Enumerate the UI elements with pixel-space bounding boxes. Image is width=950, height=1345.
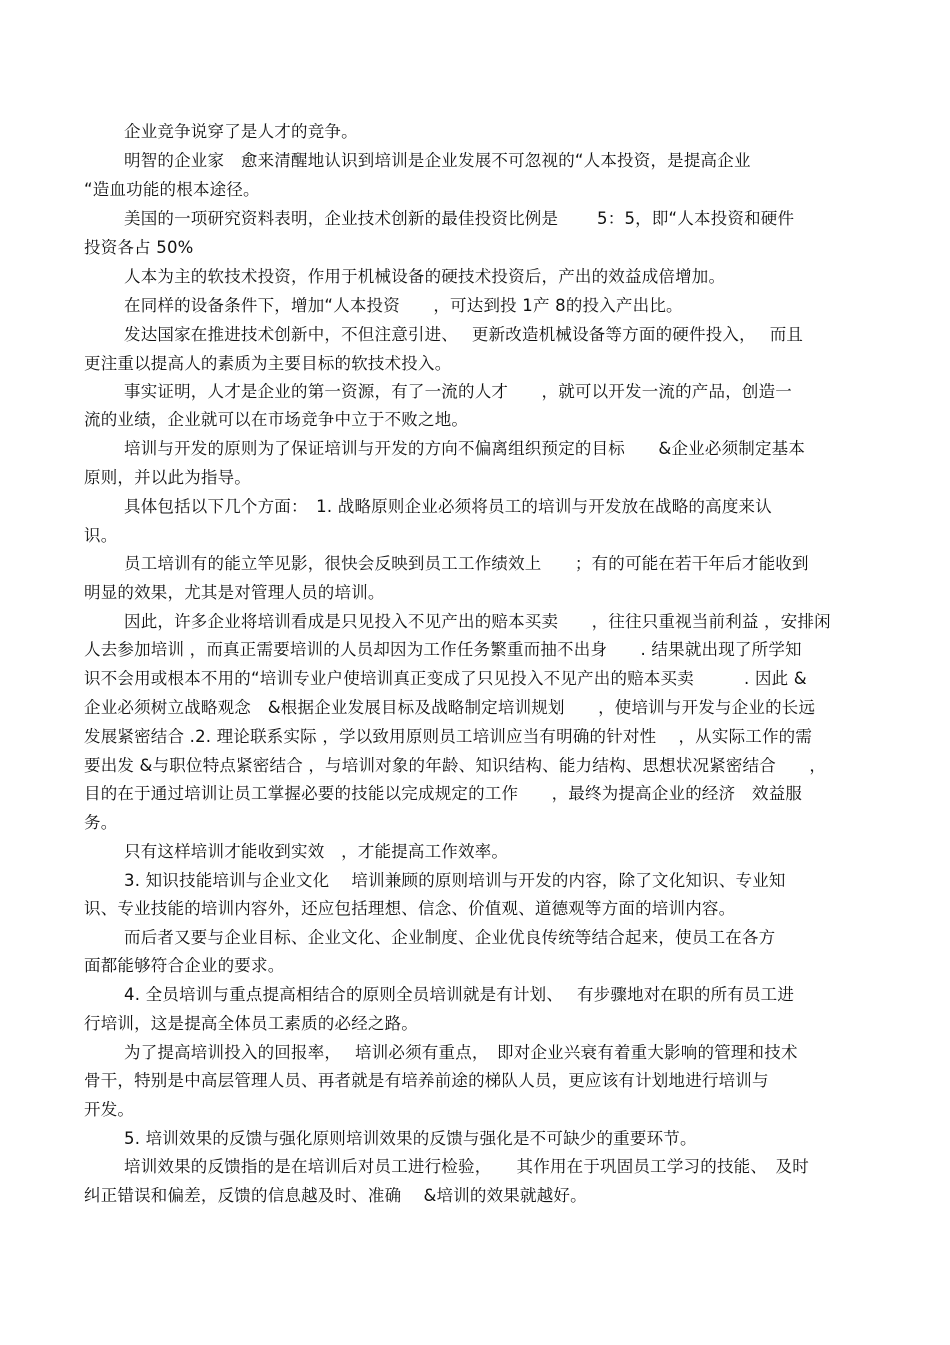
text-line: 人本为主的软技术投资，作用于机械设备的硬技术投资后，产出的效益成倍增加。	[124, 267, 726, 286]
text-line: 投资各占 50%	[84, 238, 194, 257]
text-line: 培训效果的反馈指的是在培训后对员工进行检验， 其作用在于巩固员工学习的技能、 及时	[124, 1157, 809, 1176]
text-line: 更注重以提高人的素质为主要目标的软技术投入。	[84, 354, 452, 373]
text-line: 因此，许多企业将培训看成是只见投入不见产出的赔本买卖 ，往往只重视当前利益 ，安排闲	[124, 612, 831, 631]
text-line: 骨干，特别是中高层管理人员、再者就是有培养前途的梯队人员，更应该有计划地进行培训与	[84, 1071, 769, 1090]
text-line: 流的业绩，企业就可以在市场竞争中立于不败之地。	[84, 410, 469, 429]
text-line: 企业竞争说穿了是人才的竞争。	[124, 122, 358, 141]
text-line: 务。	[84, 813, 118, 832]
text-line: 面都能够符合企业的要求。	[84, 956, 285, 975]
text-line: 行培训，这是提高全体员工素质的必经之路。	[84, 1014, 418, 1033]
text-line: 员工培训有的能立竿见影，很快会反映到员工工作绩效上 ；有的可能在若干年后才能收到	[124, 554, 809, 573]
text-line: 要出发 &与职位特点紧密结合 ，与培训对象的年龄、知识结构、能力结构、思想状况紧密结合 ，	[84, 756, 827, 775]
text-line: 培训与开发的原则为了保证培训与开发的方向不偏离组织预定的目标 &企业必须制定基本	[124, 439, 806, 458]
text-line: 人去参加培训 ，而真正需要培训的人员却因为工作任务繁重而抽不出身 . 结果就出现了所学知	[84, 640, 802, 659]
text-line: 明显的效果，尤其是对管理人员的培训。	[84, 583, 385, 602]
text-line: 发展紧密结合 .2. 理论联系实际 ，学以致用原则员工培训应当有明确的针对性 ，从实际工作的需	[84, 727, 813, 746]
text-line: 只有这样培训才能收到实效 ，才能提高工作效率。	[124, 842, 509, 861]
text-line: 而后者又要与企业目标、企业文化、企业制度、企业优良传统等结合起来，使员工在各方	[124, 928, 776, 947]
text-line: 3. 知识技能培训与企业文化 培训兼顾的原则培训与开发的内容，除了文化知识、专业知	[124, 871, 786, 890]
text-line: 发达国家在推进技术创新中，不但注意引进、 更新改造机械设备等方面的硬件投入， 而且	[124, 325, 804, 344]
text-line: 美国的一项研究资料表明，企业技术创新的最佳投资比例是 5：5，即“人本投资和硬件	[124, 209, 795, 228]
text-line: 具体包括以下几个方面： 1. 战略原则企业必须将员工的培训与开发放在战略的高度来认	[124, 497, 772, 516]
text-line: 事实证明，人才是企业的第一资源，有了一流的人才 ，就可以开发一流的产品，创造一	[124, 382, 792, 401]
text-line: 明智的企业家 愈来清醒地认识到培训是企业发展不可忽视的“人本投资，是提高企业	[124, 151, 751, 170]
text-line: 为了提高培训投入的回报率， 培训必须有重点， 即对企业兴衰有着重大影响的管理和技术	[124, 1043, 798, 1062]
text-line: 原则，并以此为指导。	[84, 468, 251, 487]
text-line: 4. 全员培训与重点提高相结合的原则全员培训就是有计划、 有步骤地对在职的所有员工进	[124, 985, 795, 1004]
text-line: 识不会用或根本不用的“培训专业户使培训真正变成了只见投入不见产出的赔本买卖 . 因此 &	[84, 669, 807, 688]
text-line: 纠正错误和偏差，反馈的信息越及时、准确 &培训的效果就越好。	[84, 1186, 587, 1205]
text-line: 企业必须树立战略观念 &根据企业发展目标及战略制定培训规划 ，使培训与开发与企业的长远	[84, 698, 816, 717]
text-line: 开发。	[84, 1100, 135, 1119]
text-line: 识、专业技能的培训内容外，还应包括理想、信念、价值观、道德观等方面的培训内容。	[84, 899, 736, 918]
text-line: 在同样的设备条件下，增加“人本投资 ，可达到投 1产 8的投入产出比。	[124, 296, 683, 315]
text-line: 目的在于通过培训让员工掌握必要的技能以完成规定的工作 ，最终为提高企业的经济 效益服	[84, 784, 803, 803]
text-line: 识。	[84, 526, 118, 545]
text-line: “造血功能的根本途径。	[84, 180, 260, 199]
text-line: 5. 培训效果的反馈与强化原则培训效果的反馈与强化是不可缺少的重要环节。	[124, 1129, 697, 1148]
